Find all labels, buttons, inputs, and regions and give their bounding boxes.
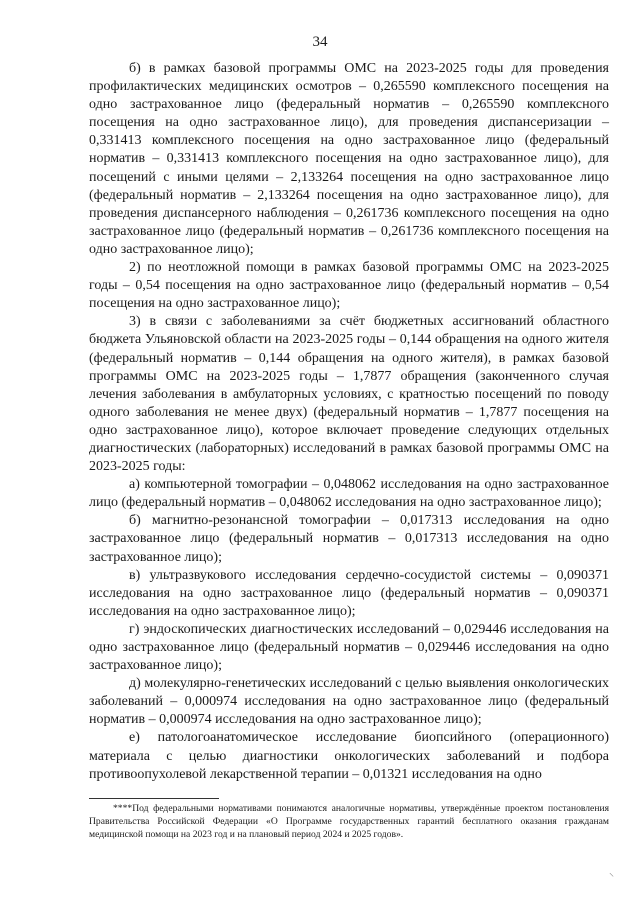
page-number: 34 — [312, 34, 328, 50]
paragraph-b-preventive: б) в рамках базовой программы ОМС на 2023-2025 годы для проведения профилактических медицинских осмотров – 0,265590 комплексного посещения на одно застрахованное лицо (федеральный норматив – 0,265590 комплексного посещения на одно застрахованное лицо), для проведения диспансеризации – 0,331413 комплексного посещения на одно застрахованное лицо (федеральный норматив – 0,331413 комплексного посещения на одно застрахованное лицо), для посещений с иными целями – 2,133264 посещения на одно застрахованное лицо (федеральный норматив – 2,133264 посещения на одно застрахованное лицо), для проведения диспансерного наблюдения – 0,261736 комплексного посещения на одно застрахованное лицо (федеральный норматив – 0,261736 комплексного посещения на одно застрахованное лицо); — [89, 61, 609, 257]
scan-artifact-mark: ⸌ — [609, 872, 614, 883]
paragraph-b-mri: б) магнитно-резонансной томографии – 0,017313 исследования на одно застрахованное лицо (федеральный норматив – 0,017313 исследования на одно застрахованное лицо); — [89, 513, 609, 565]
paragraph-a-ct: а) компьютерной томографии – 0,048062 исследования на одно застрахованное лицо (федеральный норматив – 0,048062 исследования на одно застрахованное лицо); — [89, 477, 609, 511]
footnote-divider — [89, 798, 219, 799]
paragraph-3-diseases: 3) в связи с заболеваниями за счёт бюджетных ассигнований областного бюджета Ульяновской области на 2023-2025 годы – 0,144 обращения на одного жителя (федеральный норматив – 0,144 обращения на одного жителя), в рамках базовой программы ОМС на 2023-2025 годы – 1,7877 обращения (законченного случая лечения заболевания в амбулаторных условиях, с кратностью посещений по поводу одного заболевания не менее двух) (федеральный норматив – 1,7877 посещения на одно застрахованное лицо), которое включает проведение следующих отдельных диагностических (лабораторных) исследований в рамках базовой программы ОМС на 2023-2025 годы: — [89, 314, 609, 475]
paragraph-2-emergency: 2) по неотложной помощи в рамках базовой программы ОМС на 2023-2025 годы – 0,54 посещения на одно застрахованное лицо (федеральный норматив – 0,54 посещения на одно застрахованное лицо); — [89, 260, 609, 312]
paragraph-v-ultrasound: в) ультразвукового исследования сердечно-сосудистой системы – 0,090371 исследования на одно застрахованное лицо (федеральный норматив – 0,090371 исследования на одно застрахованное лицо); — [89, 567, 609, 619]
paragraph-g-endoscopy: г) эндоскопических диагностических исследований – 0,029446 исследования на одно застрахованное лицо (федеральный норматив – 0,029446 исследования на одно застрахованное лицо); — [89, 621, 609, 674]
body-text — [89, 60, 609, 784]
paragraph-d-molecular: д) молекулярно-генетических исследований с целью выявления онкологических заболеваний – 0,000974 исследования на одно застрахованное лицо (федеральный норматив – 0,000974 исследования на одно застрахованное лицо); — [89, 676, 609, 728]
footnote: ****Под федеральными нормативами понимаются аналогичные нормативы, утверждённые проектом постановления Правительства Российской Федерации «О Программе государственных гарантий бесплатного оказания гражданам медицинской помощи на 2023 год и на плановый период 2024 и 2025 годов». — [89, 803, 609, 840]
paragraph-e-pathology: е) патологоанатомическое исследование биопсийного (операционного) материала с целью диагностики онкологических заболеваний и подбора противоопухолевой лекарственной терапии – 0,01321 исследования на одно — [89, 730, 609, 782]
